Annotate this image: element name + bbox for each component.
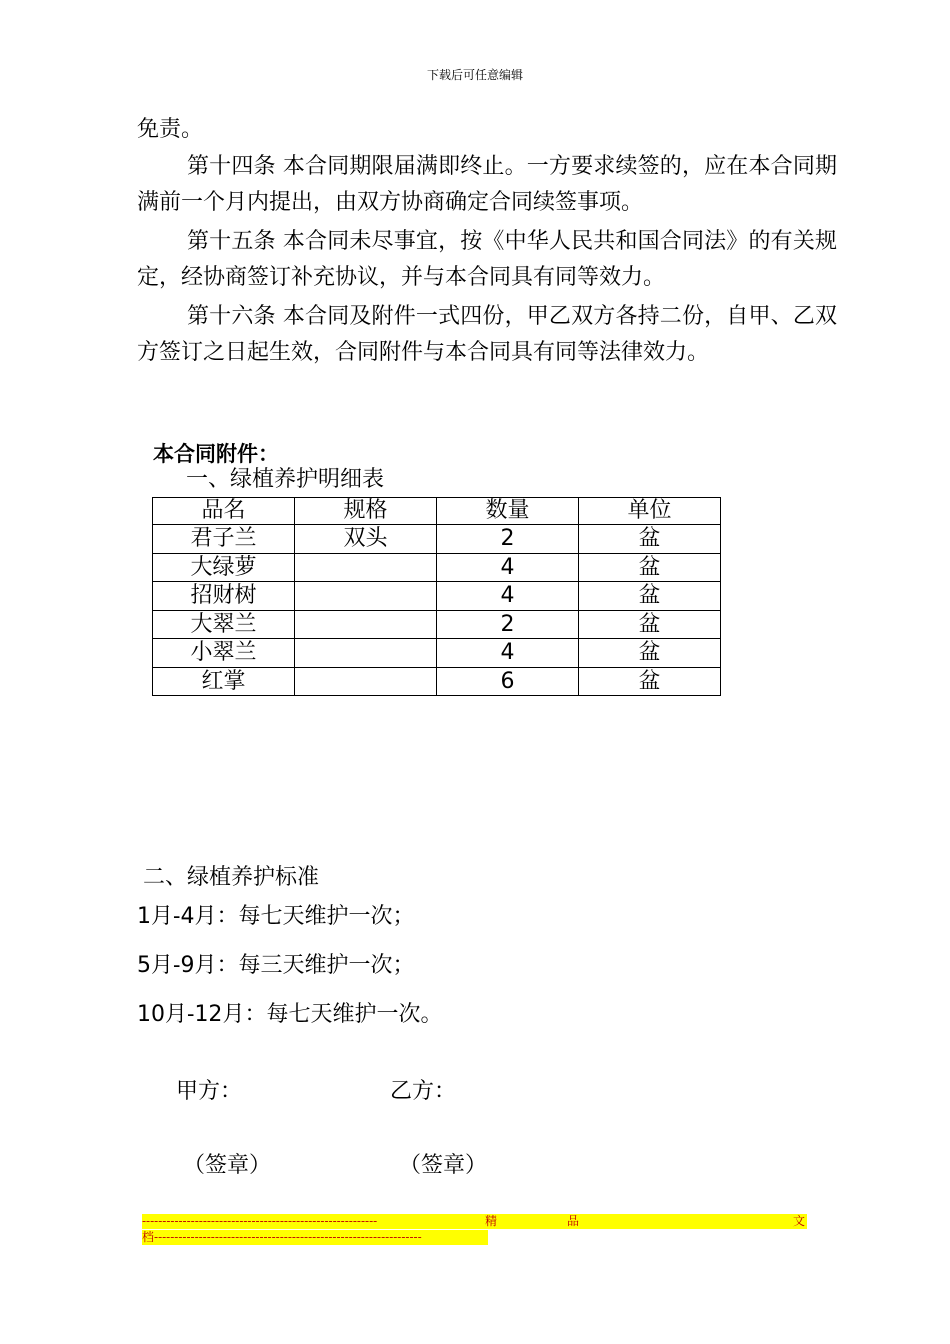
month-start: 10 (137, 1002, 165, 1027)
cell-name: 招财树 (153, 582, 295, 611)
cell-spec (295, 639, 437, 668)
table-row (153, 667, 721, 696)
section1-title: 一、绿植养护明细表 (186, 467, 385, 492)
footer-dashes: ------------------------------------------------------------------ (154, 1230, 422, 1244)
table-row (153, 610, 721, 639)
cell-unit: 盆 (579, 610, 721, 639)
article-15: 第十五条 本合同未尽事宜，按《中华人民共和国合同法》的有关规定，经协商签订补充协议，并与本合同具有同等效力。 (137, 229, 837, 290)
schedule-text: 月：每七天维护一次。 (222, 1002, 443, 1027)
cell-unit: 盆 (579, 639, 721, 668)
cell-quantity: 4 (437, 639, 579, 668)
table-row (153, 582, 721, 611)
cell-quantity: 6 (437, 667, 579, 696)
party-b-seal: （签章） (399, 1153, 488, 1178)
schedule-text: 月：每三天维护一次； (194, 953, 415, 978)
article-16: 第十六条 本合同及附件一式四份，甲乙双方各持二份，自甲、乙双方签订之日起生效，合同附件与本合同具有同等法律效力。 (137, 304, 837, 365)
table-row (153, 639, 721, 668)
month-end: 9 (180, 953, 195, 978)
schedule-text: 月：每七天维护一次； (194, 904, 415, 929)
text-line-exemption: 免责。 (137, 117, 204, 142)
cell-unit: 盆 (579, 525, 721, 554)
party-a-label: 甲方： (176, 1079, 243, 1104)
party-b-label: 乙方： (390, 1079, 457, 1104)
cell-name: 小翠兰 (153, 639, 295, 668)
section2-title: 二、绿植养护标准 (143, 865, 320, 890)
cell-spec: 双头 (295, 525, 437, 554)
article-14: 第十四条 本合同期限届满即终止。一方要求续签的，应在本合同期满前一个月内提出，由双方协商确定合同续签事项。 (137, 154, 837, 215)
header-cell-name: 品名 (153, 498, 295, 525)
month-start: 5 (137, 953, 151, 978)
footer-word: 文 (793, 1214, 806, 1228)
month-end: 12 (194, 1002, 223, 1027)
cell-spec (295, 553, 437, 582)
month-separator: 月- (165, 1002, 195, 1027)
footer-dashes: ---------------------------------------------------------- (142, 1214, 378, 1228)
cell-name: 君子兰 (153, 525, 295, 554)
plant-care-table (152, 497, 721, 696)
footer-word: 精 (485, 1214, 498, 1228)
cell-unit: 盆 (579, 582, 721, 611)
month-end: 4 (180, 904, 195, 929)
table-row (153, 525, 721, 554)
table-row (153, 553, 721, 582)
cell-quantity: 2 (437, 610, 579, 639)
page-header: 下载后可任意编辑 (426, 68, 523, 82)
cell-quantity: 4 (437, 582, 579, 611)
month-separator: 月- (151, 953, 181, 978)
header-cell-spec: 规格 (295, 498, 437, 525)
schedule-line (137, 899, 414, 930)
month-start: 1 (137, 904, 151, 929)
appendix-title: 本合同附件： (153, 442, 279, 466)
cell-quantity: 4 (437, 553, 579, 582)
cell-unit: 盆 (579, 553, 721, 582)
cell-name: 大绿萝 (153, 553, 295, 582)
cell-spec (295, 610, 437, 639)
footer-banner-line-1 (142, 1214, 807, 1229)
party-a-seal: （签章） (183, 1153, 272, 1178)
month-separator: 月- (151, 904, 181, 929)
cell-spec (295, 582, 437, 611)
table-header-row (153, 498, 721, 525)
footer-word: 档 (142, 1230, 155, 1244)
footer-banner-line-2 (142, 1230, 488, 1245)
cell-name: 红掌 (153, 667, 295, 696)
schedule-line (137, 997, 442, 1028)
cell-quantity: 2 (437, 525, 579, 554)
cell-unit: 盆 (579, 667, 721, 696)
cell-spec (295, 667, 437, 696)
header-cell-quantity: 数量 (437, 498, 579, 525)
schedule-line (137, 948, 414, 979)
cell-name: 大翠兰 (153, 610, 295, 639)
footer-word: 品 (567, 1214, 580, 1228)
header-cell-unit: 单位 (579, 498, 721, 525)
